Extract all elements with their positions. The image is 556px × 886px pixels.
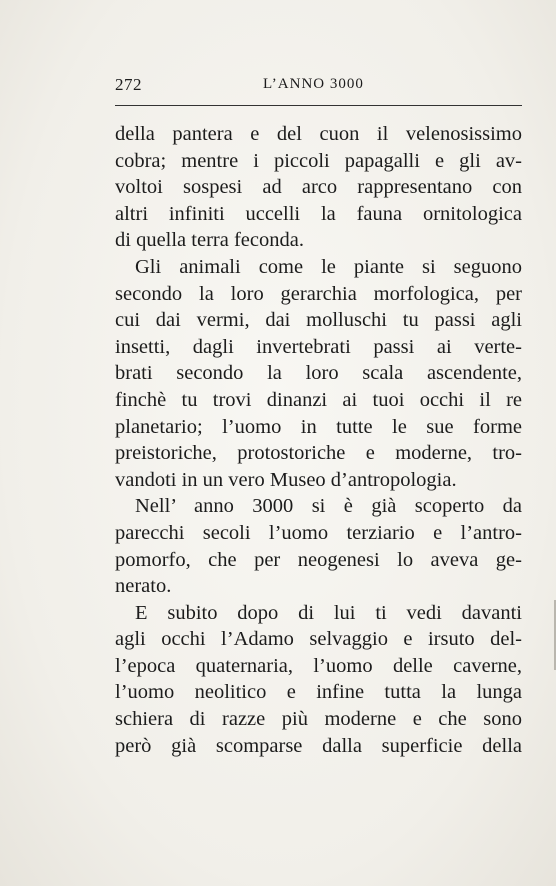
text-line: di quella terra feconda.: [115, 229, 304, 252]
body-text: [115, 121, 522, 759]
page-number: 272: [115, 75, 142, 94]
text-line: vandoti in un vero Museo d’antropologia.: [115, 468, 457, 491]
text-line: finchè tu trovi dinanzi ai tuoi occhi il re: [115, 388, 522, 411]
running-title: L’ANNO 3000: [263, 76, 364, 92]
page-header: [115, 75, 522, 99]
paragraph-start-line: Nell’ anno 3000 si è già scoperto da: [135, 495, 522, 518]
text-line: pomorfo, che per neogenesi lo aveva ge-: [115, 548, 522, 571]
text-line: l’epoca quaternaria, l’uomo delle caverne,: [115, 654, 522, 677]
header-rule: [115, 105, 522, 106]
paragraph-start-line: Gli animali come le piante si seguono: [135, 255, 522, 278]
text-line: parecchi secoli l’uomo terziario e l’antro-: [115, 521, 522, 544]
text-line: insetti, dagli invertebrati passi ai verte-: [115, 335, 522, 358]
text-line: agli occhi l’Adamo selvaggio e irsuto del-: [115, 628, 522, 651]
text-line: planetario; l’uomo in tutte le sue forme: [115, 415, 522, 438]
text-line: cobra; mentre i piccoli papagalli e gli av-: [115, 149, 522, 172]
text-line: preistoriche, protostoriche e moderne, tro-: [115, 442, 522, 465]
text-line: però già scomparse dalla superficie della: [115, 734, 522, 757]
text-line: l’uomo neolitico e infine tutta la lunga: [115, 681, 522, 704]
text-line: della pantera e del cuon il velenosissimo: [115, 123, 522, 145]
text-line: cui dai vermi, dai molluschi tu passi agli: [115, 309, 522, 332]
text-line: schiera di razze più moderne e che sono: [115, 708, 522, 731]
text-line: brati secondo la loro scala ascendente,: [115, 362, 522, 385]
text-line: nerato.: [115, 575, 172, 598]
text-line: voltoi sospesi ad arco rappresentano con: [115, 176, 522, 199]
text-line: secondo la loro gerarchia morfologica, per: [115, 282, 522, 305]
paragraph-start-line: E subito dopo di lui ti vedi davanti: [135, 601, 522, 624]
text-line: altri infiniti uccelli la fauna ornitologica: [115, 202, 522, 225]
